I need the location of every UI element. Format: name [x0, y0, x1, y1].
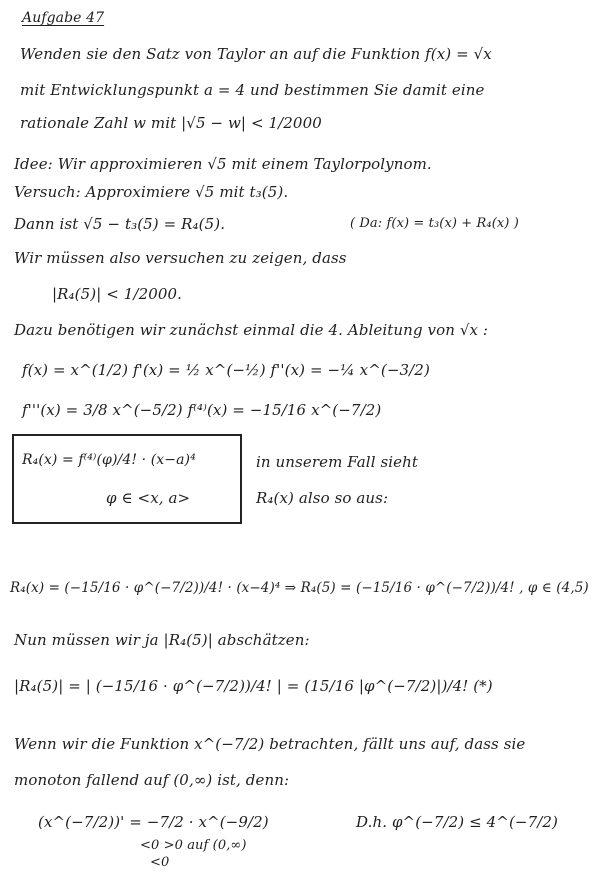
task-line-2: mit Entwicklungspunkt a = 4 und bestimmen Sie damit eine — [20, 81, 485, 99]
remainder-formula: R₄(x) = f⁽⁴⁾(φ)/4! · (x−a)⁴ — [22, 452, 196, 468]
goal-inequality: |R₄(5)| < 1/2000. — [52, 285, 183, 303]
sign-annotation-2: <0 — [150, 855, 170, 870]
idea-line: Idee: Wir approximieren √5 mit einem Taylorpolynom. — [14, 155, 432, 173]
consider-line-2: monoton fallend auf (0,∞) ist, denn: — [14, 771, 290, 789]
then-line: Dann ist √5 − t₃(5) = R₄(5). — [14, 215, 226, 233]
task-line-3: rationale Zahl w mit |√5 − w| < 1/2000 — [20, 114, 322, 132]
task-line-1: Wenden sie den Satz von Taylor an auf die Funktion f(x) = √x — [20, 45, 492, 63]
derivatives-line-1: f(x) = x^(1/2) f'(x) = ½ x^(−½) f''(x) = −¼ x^(−3/2) — [22, 361, 430, 379]
estimate-intro: Nun müssen wir ja |R₄(5)| abschätzen: — [14, 631, 310, 649]
box-side-text-1: in unserem Fall sieht — [256, 453, 419, 471]
attempt-line: Versuch: Approximiere √5 mit t₃(5). — [14, 183, 289, 201]
derivative-of-power: (x^(−7/2))' = −7/2 · x^(−9/2) — [38, 813, 269, 831]
da-note: ( Da: f(x) = t₃(x) + R₄(x) ) — [350, 216, 519, 231]
consider-line-1: Wenn wir die Funktion x^(−7/2) betrachten, fällt uns auf, dass sie — [14, 735, 526, 753]
remainder-formula-box — [12, 434, 242, 524]
phi-interval: φ ∈ <x, a> — [106, 489, 191, 507]
page-title: Aufgabe 47 — [22, 10, 105, 26]
must-show-line: Wir müssen also versuchen zu zeigen, dass — [14, 249, 347, 267]
need-line: Dazu benötigen wir zunächst einmal die 4. Ableitung von √x : — [14, 321, 489, 339]
r4-formula: R₄(x) = (−15/16 · φ^(−7/2))/4! · (x−4)⁴ ⇒ R₄(5) = (−15/16 · φ^(−7/2))/4! , φ ∈ (4,5) — [10, 580, 589, 596]
box-side-text-2: R₄(x) also so aus: — [256, 489, 389, 507]
dh-conclusion: D.h. φ^(−7/2) ≤ 4^(−7/2) — [356, 813, 558, 831]
sign-annotation: <0 >0 auf (0,∞) — [140, 838, 247, 853]
derivatives-line-2: f'''(x) = 3/8 x^(−5/2) f⁽⁴⁾(x) = −15/16 x^(−7/2) — [22, 401, 382, 419]
estimate-formula: |R₄(5)| = | (−15/16 · φ^(−7/2))/4! | = (15/16 |φ^(−7/2)|)/4! (*) — [14, 677, 493, 695]
